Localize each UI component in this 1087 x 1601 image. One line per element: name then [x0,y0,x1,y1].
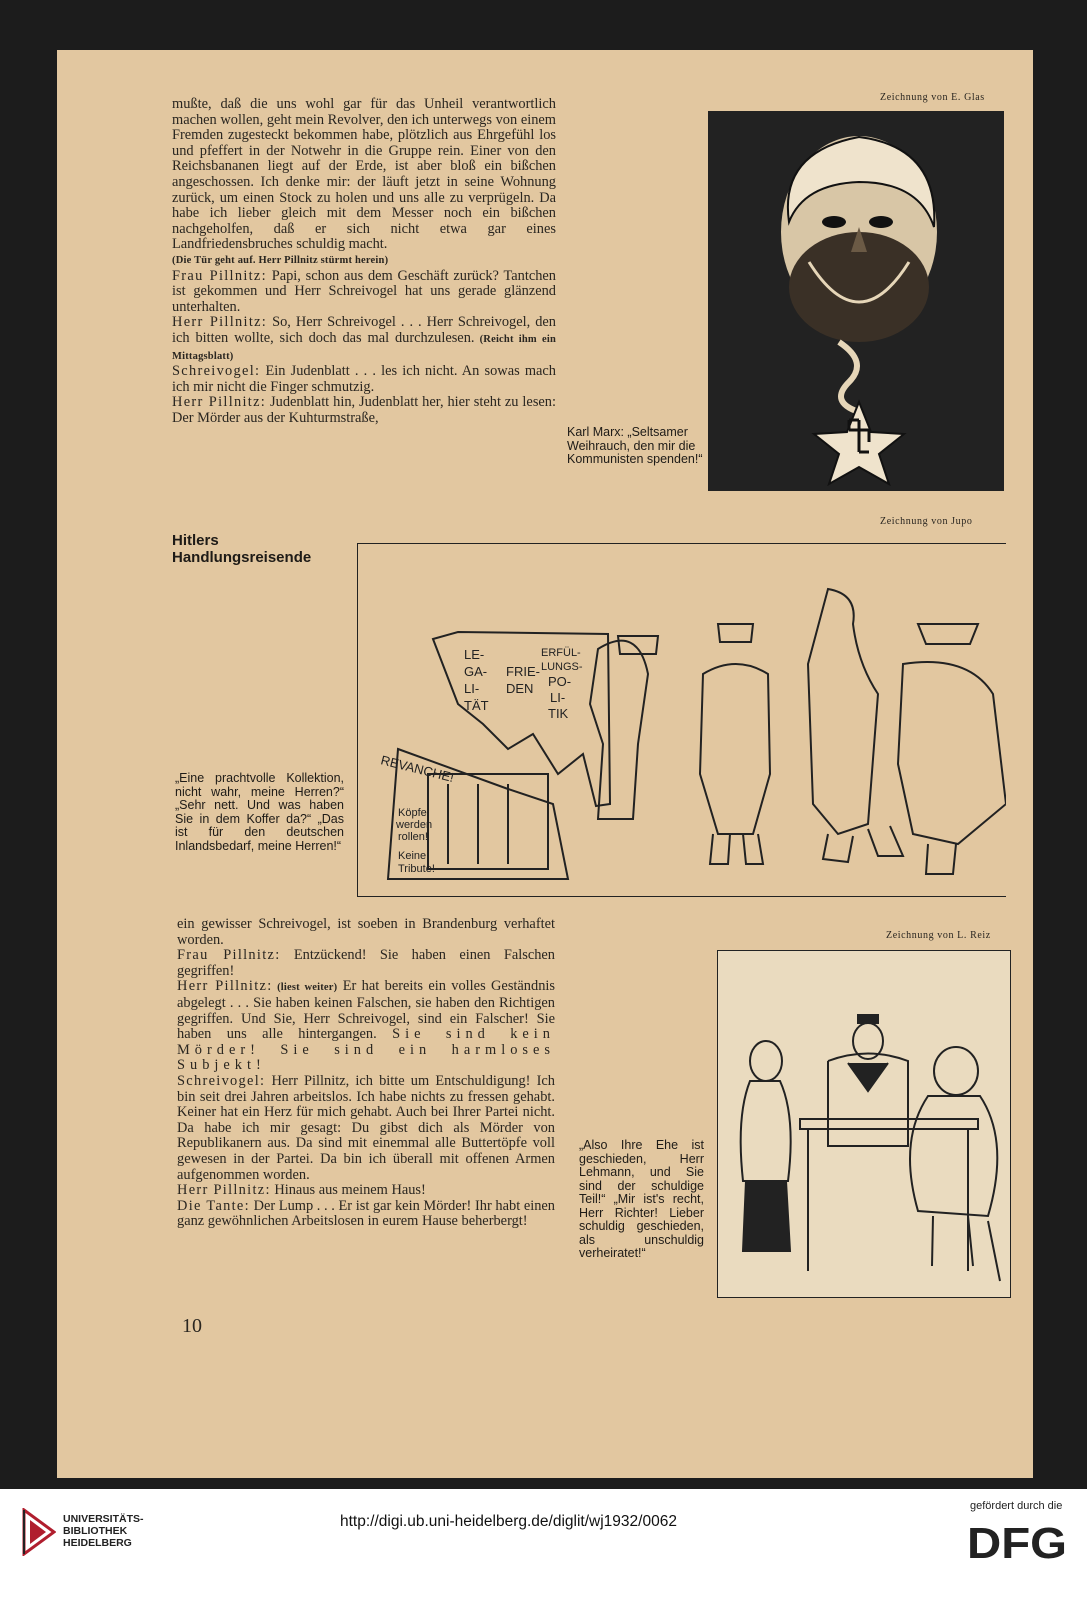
paragraph [172,395,556,426]
paragraph [177,948,555,979]
cloth-legalitaet-2: GA- [464,664,488,679]
divorce-cartoon [717,950,1011,1298]
paragraph-text: Ein Judenblatt . . . les ich nicht. An sowas mach ich mir nicht die Finger schmutzig. [172,363,556,395]
sign-tribute-2: Tribute! [398,863,435,875]
paragraph-text: Der Lump . . . Er ist gar kein Mörder! Ihr habt einen ganz gewöhnlichen Arbeitslosen in eurem Hause beherbergt! [177,1197,555,1230]
emphasized-text: Sie sind kein Mörder! Sie sind ein harmloses Subjekt! [177,1026,555,1074]
divorce-cartoon-credit: Zeichnung von L. Reiz [886,930,991,941]
cloth-politik-3: PO- [548,674,572,689]
speaker-name: Frau Pillnitz: [177,947,281,964]
paragraph-text: Er hat bereits ein volles Geständnis abgelegt . . . Sie haben keinen Falschen, sie haben den Richtigen gegriffen. Und Sie, Herr Schreivogel, sind ein Falscher! Sie haben uns alle hintergangen. [177,978,555,1043]
viewer-footer [0,1489,1087,1601]
cartoon-headline: Hitlers Handlungsreisende [172,532,312,566]
paragraph-text: mußte, daß die uns wohl gar für das Unheil verantwortlich machen wollen, geht mein Revolver, den ich unterwegs von einem Fremden zugesteckt bekommen habe, plötzlich aus Ehrgefühl los und pfeffert in der Notwehr in die Gruppe rein. Einer von den Reichsbananen liegt auf der Erde, ist aber bloß ein bißchen angeschossen. Ich denke mir: der läuft jetzt in seine Wohnung zurück, um einen Stock zu holen und uns alle zu verprügeln. Da habe ich lieber gleich mit dem Messer noch ein bißchen nachgeholfen, daß er sich nicht etwa gar eines Landfriedensbruches schuldig macht. [172,96,556,253]
cloth-politik-2: LUNGS- [541,661,583,673]
speaker-name: Frau Pillnitz: [172,267,267,284]
cloth-frieden-2: DEN [506,681,534,696]
speaker-name: Herr Pillnitz: [172,394,267,411]
paragraph: (Die Tür geht auf. Herr Pillnitz stürmt herein) [172,254,389,266]
divorce-cartoon-caption: „Also Ihre Ehe ist geschieden, Herr Lehmann, und Sie sind der schuldige Teil!“ „Mir ist's recht, Herr Richter! Lieber schuldig geschieden, als unschuldig verheiratet!“ [579,1138,704,1260]
paragraph [172,315,556,364]
page-number: 10 [182,1315,202,1337]
marx-cartoon [708,111,1004,491]
article-column-top [172,97,556,426]
paragraph-text: Judenblatt hin, Judenblatt her, hier steht zu lesen: Der Mörder aus der Kuhturmstraße, [172,394,556,426]
cloth-politik-5: TIK [548,706,569,721]
cloth-politik-4: LI- [550,690,566,705]
paragraph-text: ein gewisser Schreivogel, ist soeben in Brandenburg verhaftet worden. [177,916,555,948]
sign-tribute-1: Keine [398,850,427,862]
hitler-cartoon [357,543,1006,897]
library-name [63,1513,144,1549]
paragraph-text: Hinaus aus meinem Haus! [270,1182,426,1199]
paragraph [177,1183,555,1199]
paragraph [172,364,556,395]
library-name-line-3: HEIDELBERG [63,1537,132,1549]
marx-drawing [709,112,1003,490]
article-column-bottom [177,917,555,1230]
cloth-frieden-1: FRIE- [506,664,540,679]
hitler-drawing [358,544,1006,896]
paragraph [172,269,556,316]
paragraph-text: So, Herr Schreivogel . . . Herr Schreivogel, den ich bitten wollte, sich doch das mal durchzulesen. [172,314,556,346]
hitler-cartoon-caption: „Eine prachtvolle Kollektion, nicht wahr, meine Herren?“ „Sehr nett. Und was haben Sie in dem Koffer da?“ „Das ist für den deutschen Inlandsbedarf, meine Herren!“ [175,771,344,853]
paragraph [172,97,556,253]
dfg-logo [967,1518,1071,1564]
stage-direction: (Reicht ihm ein Mittagsblatt) [172,333,556,362]
paragraph-text: Entzückend! Sie haben einen Falschen gegriffen! [177,947,555,979]
sign-koepfe-2: werden [396,819,433,831]
speaker-name: Schreivogel: [177,1072,266,1089]
sign-koepfe-1: Köpfe [398,807,427,819]
sign-revanche: REVANCHE! [379,752,456,786]
paragraph-text: Herr Pillnitz, ich bitte um Entschuldigung! Ich bin seit drei Jahren arbeitslos. Ich habe nichts zu fressen gehabt. Keiner hat ein Herz für mich gehabt. Auch bei Ihrer Partei nicht. Da habe ich mir gesagt: Du gibst dich als Mörder von Republikanern aus. Da sind mit einemmal alle Buttertöpfe voll gewesen in der Partei. Da bin ich überall mit offenen Armen aufgenommen worden. [177,1072,555,1183]
marx-cartoon-caption: Karl Marx: „Seltsamer Weihrauch, den mir die Kommunisten spenden!“ [567,425,703,466]
library-name-line-1: UNIVERSITÄTS- [63,1513,144,1525]
paragraph [177,1199,555,1230]
funding-label: gefördert durch die [970,1500,1063,1512]
marx-cartoon-credit: Zeichnung von E. Glas [880,92,985,103]
speaker-name: Schreivogel: [172,363,261,380]
speaker-name: Herr Pillnitz: [177,978,273,995]
cloth-legalitaet-3: LI- [464,681,480,696]
sign-koepfe-3: rollen! [398,831,428,843]
hitler-cartoon-credit: Zeichnung von Jupo [880,516,973,527]
cloth-legalitaet-4: TÄT [464,698,489,713]
scanned-page [57,50,1033,1478]
cloth-legalitaet-1: LE- [464,647,485,662]
speaker-name: Herr Pillnitz: [177,1182,271,1199]
paragraph [177,1074,555,1183]
university-library-logo-icon [22,1508,56,1556]
paragraph [177,917,555,948]
speaker-name: Die Tante: [177,1197,250,1214]
divorce-drawing [718,951,1010,1297]
cloth-politik-1: ERFÜL- [541,647,581,659]
paragraph-text: Papi, schon aus dem Geschäft zurück? Tantchen ist gekommen und Herr Schreivogel hat uns gerade glänzend unterhalten. [172,267,556,315]
stage-direction: (liest weiter) [272,982,338,994]
speaker-name: Herr Pillnitz: [172,314,268,331]
library-name-line-2: BIBLIOTHEK [63,1525,128,1537]
dfg-logo-text: DFG [967,1519,1067,1564]
permalink-url[interactable]: http://digi.ub.uni-heidelberg.de/diglit/wj1932/0062 [340,1513,677,1530]
paragraph [177,979,555,1074]
